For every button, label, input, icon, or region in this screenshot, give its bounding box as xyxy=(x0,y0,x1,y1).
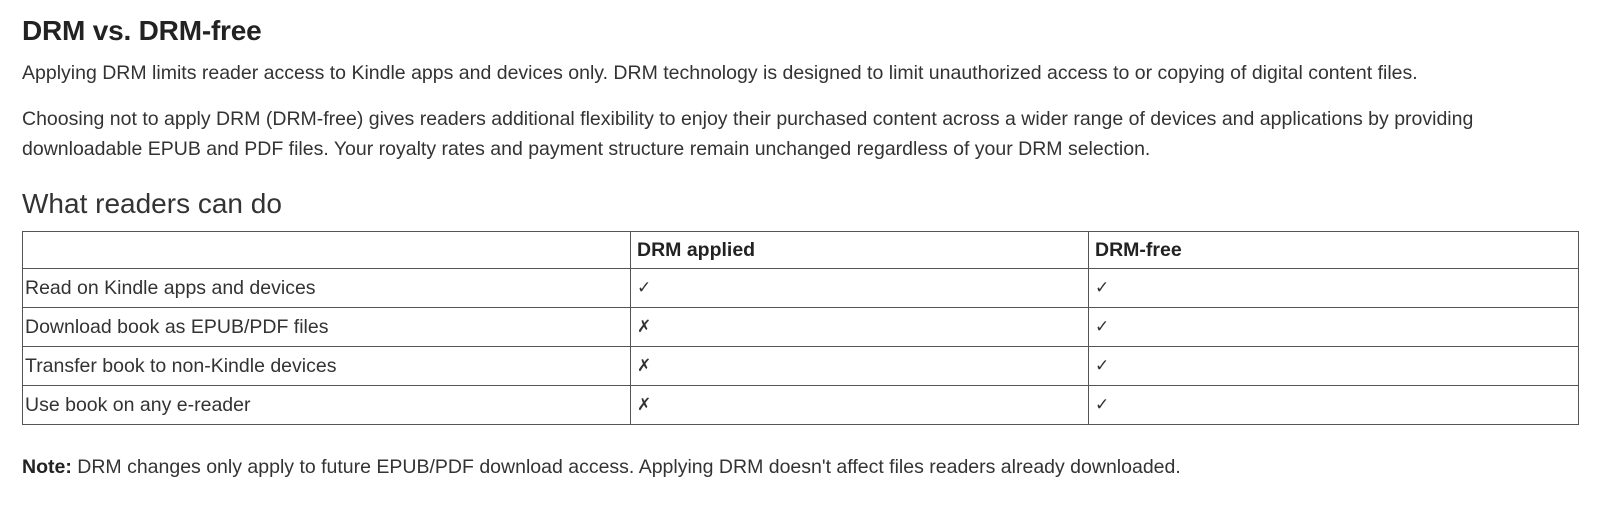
check-icon: ✓ xyxy=(1089,386,1579,425)
note-text: DRM changes only apply to future EPUB/PDF download access. Applying DRM doesn't affect files readers already downloaded. xyxy=(71,456,1181,478)
table-heading: What readers can do xyxy=(22,188,282,219)
table-row xyxy=(23,308,1579,347)
cross-icon: ✗ xyxy=(631,386,1089,425)
table-row xyxy=(23,269,1579,308)
table-row xyxy=(23,386,1579,425)
check-icon: ✓ xyxy=(1089,347,1579,386)
header-drm-applied: DRM applied xyxy=(631,232,1089,269)
row-label: Download book as EPUB/PDF files xyxy=(23,308,631,347)
header-drm-free: DRM-free xyxy=(1089,232,1579,269)
note-label: Note: xyxy=(22,456,72,478)
section-title: DRM vs. DRM-free xyxy=(22,15,262,46)
row-label: Read on Kindle apps and devices xyxy=(23,269,631,308)
row-label: Transfer book to non-Kindle devices xyxy=(23,347,631,386)
row-label: Use book on any e-reader xyxy=(23,386,631,425)
paragraph-drm-limits: Applying DRM limits reader access to Kindle apps and devices only. DRM technology is designed to limit unauthorized access to or copying of digital content files. xyxy=(22,62,1418,84)
note-paragraph xyxy=(22,452,1578,482)
cross-icon: ✗ xyxy=(631,308,1089,347)
check-icon: ✓ xyxy=(1089,269,1579,308)
check-icon: ✓ xyxy=(631,269,1089,308)
cross-icon: ✗ xyxy=(631,347,1089,386)
check-icon: ✓ xyxy=(1089,308,1579,347)
comparison-table xyxy=(22,231,1579,425)
header-blank xyxy=(23,232,631,269)
table-row xyxy=(23,347,1579,386)
paragraph-drm-free: Choosing not to apply DRM (DRM-free) gives readers additional flexibility to enjoy their purchased content across a wider range of devices and applications by providing downloadable EPUB and PDF files. Your royalty rates and payment structure remain unchanged regardless of your DRM selection. xyxy=(22,108,1474,160)
table-header-row xyxy=(23,232,1579,269)
